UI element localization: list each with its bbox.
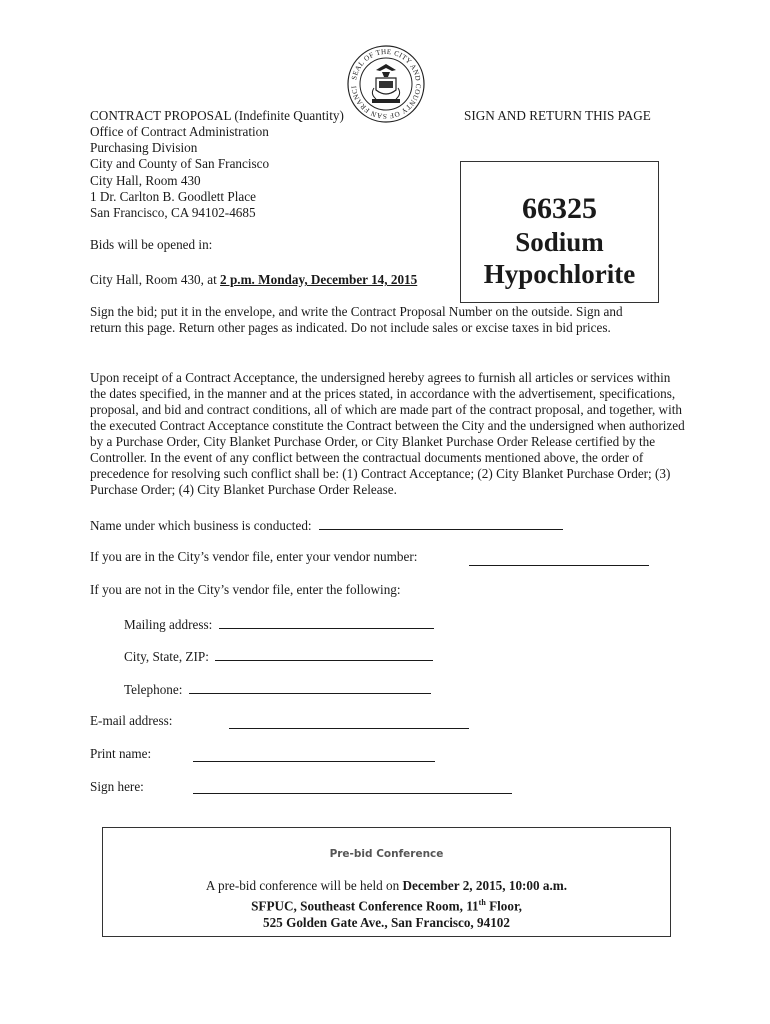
vendor-number-label: If you are in the City’s vendor file, enter your vendor number: [90,549,418,564]
city-state-zip-field[interactable] [215,648,433,661]
prebid-address: 525 Golden Gate Ave., San Francisco, 94102 [262,915,510,931]
city-state-zip-row [124,648,433,665]
prebid-details [103,877,670,931]
print-name-field[interactable] [193,749,435,762]
bid-number-box [460,161,659,303]
sign-here-label: Sign here: [90,779,144,794]
prebid-room: SFPUC, Southeast Conference Room, 11 [251,898,479,914]
instructions-paragraph: Sign the bid; put it in the envelope, and write the Contract Proposal Number on the outside. Sign and return this page. Return other pages as indicated. Do not include sales or excise taxes in bid prices. [90,304,623,335]
telephone-field[interactable] [189,681,431,694]
prebid-line2 [103,894,670,914]
prebid-intro: A pre-bid conference will be held on [205,878,403,893]
telephone-label: Telephone: [124,682,183,697]
svg-text:SEAL OF THE CITY AND COUNTY OF: SEAL OF THE CITY AND COUNTY OF SAN FRANCI [350,47,423,121]
bid-number: 66325 [522,192,597,225]
city-state-zip-label: City, State, ZIP: [124,649,209,664]
address-line: Purchasing Division [90,140,198,155]
item-name-line2: Hypochlorite [483,259,636,289]
signature-field[interactable] [193,781,512,794]
vendor-number-field[interactable] [469,553,649,566]
opening-time: 2 p.m. Monday, December 14, 2015 [220,272,418,287]
mailing-address-label: Mailing address: [124,617,213,632]
telephone-row [124,681,431,698]
address-line: Office of Contract Administration [90,124,269,139]
city-seal [336,44,436,124]
business-name-row [90,517,563,534]
mailing-address-field[interactable] [219,616,434,629]
prebid-title: Pre-bid Conference [329,848,444,860]
bid-opening-location [90,272,417,288]
prebid-line1 [103,877,670,894]
location-prefix: City Hall, Room 430, at [90,272,221,287]
email-label: E-mail address: [90,713,173,728]
prebid-datetime: December 2, 2015, 10:00 a.m. [402,878,568,893]
not-in-vendor-file-label: If you are not in the City’s vendor file, enter the following: [90,582,401,597]
bids-opened-label: Bids will be opened in: [90,237,213,252]
address-line: San Francisco, CA 94102-4685 [90,205,256,220]
mailing-address-row [124,616,434,633]
print-name-label: Print name: [90,746,152,761]
acceptance-paragraph: Upon receipt of a Contract Acceptance, the undersigned hereby agrees to furnish all articles or services within the dates specified, in the manner and at the prices stated, in accordance with the advertisement, specifications, proposal, and bid and contract conditions, all of which are made part of the contract proposal, and together, with the executed Contract Acceptance constitute the Contract between the City and the undersigned when authorized by a Purchase Order, City Blanket Purchase Order, or City Blanket Purchase Order Release certified by the Controller. In the event of any conflict between the contractual documents mentioned above, the order of precedence for resolving such conflict shall be: (1) Contract Acceptance; (2) City Blanket Purchase Order; (3) Purchase Order; (4) City Blanket Purchase Order Release. [90,370,685,497]
item-name-line1: Sodium [515,227,604,257]
business-name-field[interactable] [319,517,563,530]
prebid-floor: Floor, [485,898,522,914]
business-name-label: Name under which business is conducted: [90,518,312,533]
email-field[interactable] [229,716,469,729]
address-line: City Hall, Room 430 [90,173,201,188]
address-line: 1 Dr. Carlton B. Goodlett Place [90,189,256,204]
contract-proposal-heading: CONTRACT PROPOSAL (Indefinite Quantity) [90,108,344,123]
address-line: City and County of San Francisco [90,156,270,171]
prebid-conference-box [102,827,671,937]
sign-return-heading: SIGN AND RETURN THIS PAGE [464,108,651,123]
prebid-floor-suffix: th [478,898,486,907]
